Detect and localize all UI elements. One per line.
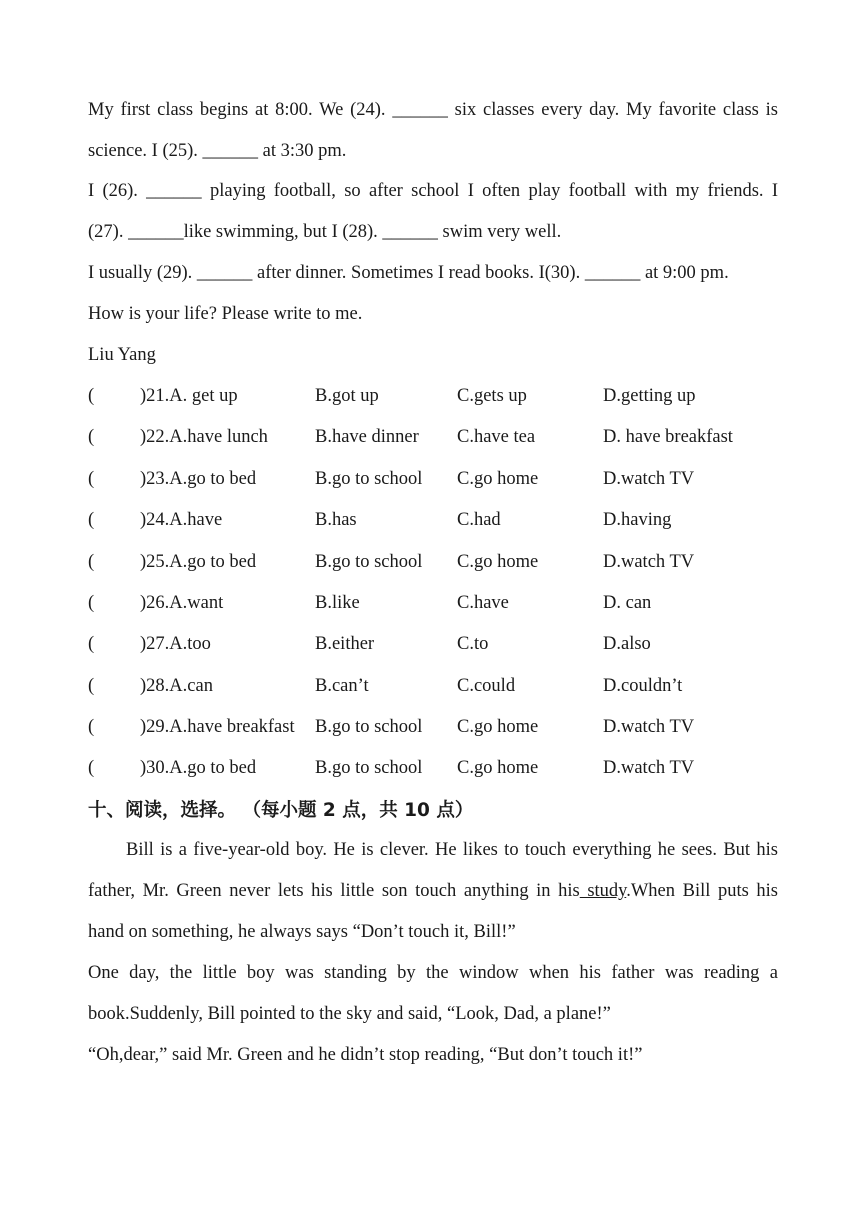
option-b: B.can’t bbox=[315, 676, 369, 696]
letter-line-2: science. I (25). ______ at 3:30 pm. bbox=[88, 141, 347, 161]
question-row bbox=[88, 427, 778, 453]
answer-bracket: ( bbox=[88, 676, 95, 696]
option-c: C.go home bbox=[457, 552, 539, 572]
option-a: )26.A.want bbox=[140, 593, 224, 613]
question-row bbox=[88, 717, 778, 743]
reading-p1-line-2 bbox=[88, 881, 778, 902]
option-a: )24.A.have bbox=[140, 510, 223, 530]
option-d: D.having bbox=[603, 510, 672, 530]
section-title: 十、阅读，选择。 bbox=[88, 800, 237, 821]
question-row bbox=[88, 676, 778, 702]
option-b: B.go to school bbox=[315, 758, 423, 778]
option-d: D. can bbox=[603, 593, 652, 613]
option-d: D.also bbox=[603, 634, 651, 654]
option-c: C.gets up bbox=[457, 386, 527, 406]
option-b: B.go to school bbox=[315, 469, 423, 489]
option-b: B.got up bbox=[315, 386, 379, 406]
underlined-word: study bbox=[579, 881, 627, 901]
answer-bracket: ( bbox=[88, 510, 95, 530]
option-c: C.go home bbox=[457, 758, 539, 778]
letter-line-6: How is your life? Please write to me. bbox=[88, 304, 363, 324]
answer-bracket: ( bbox=[88, 717, 95, 737]
option-a: )30.A.go to bed bbox=[140, 758, 257, 778]
option-d: D.couldn’t bbox=[603, 676, 683, 696]
option-c: C.go home bbox=[457, 717, 539, 737]
answer-bracket: ( bbox=[88, 469, 95, 489]
question-row bbox=[88, 593, 778, 619]
option-a: )25.A.go to bed bbox=[140, 552, 257, 572]
letter-line-4: (27). ______like swimming, but I (28). ______ swim very well. bbox=[88, 222, 562, 242]
option-b: B.go to school bbox=[315, 552, 423, 572]
question-row bbox=[88, 510, 778, 536]
question-row bbox=[88, 634, 778, 660]
option-c: C.have tea bbox=[457, 427, 536, 447]
reading-p1-line-1: Bill is a five-year-old boy. He is clever. He likes to touch everything he sees. But his bbox=[126, 840, 778, 860]
letter-line-3: I (26). ______ playing football, so after school I often play football with my friends. I bbox=[88, 181, 778, 201]
answer-bracket: ( bbox=[88, 386, 95, 406]
section-heading bbox=[88, 796, 473, 822]
letter-line-5: I usually (29). ______ after dinner. Sometimes I read books. I(30). ______ at 9:00 pm. bbox=[88, 263, 729, 283]
option-c: C.go home bbox=[457, 469, 539, 489]
answer-bracket: ( bbox=[88, 552, 95, 572]
option-b: B.like bbox=[315, 593, 360, 613]
option-c: C.have bbox=[457, 593, 509, 613]
option-b: B.has bbox=[315, 510, 357, 530]
option-a: )22.A.have lunch bbox=[140, 427, 268, 447]
option-d: D.watch TV bbox=[603, 717, 695, 737]
option-c: C.had bbox=[457, 510, 501, 530]
option-d: D.getting up bbox=[603, 386, 696, 406]
question-row bbox=[88, 552, 778, 578]
option-d: D. have breakfast bbox=[603, 427, 733, 447]
option-b: B.either bbox=[315, 634, 375, 654]
option-d: D.watch TV bbox=[603, 469, 695, 489]
reading-p3-line-1: “Oh,dear,” said Mr. Green and he didn’t stop reading, “But don’t touch it!” bbox=[88, 1045, 643, 1065]
option-a: )27.A.too bbox=[140, 634, 211, 654]
question-row bbox=[88, 758, 778, 784]
answer-bracket: ( bbox=[88, 427, 95, 447]
reading-p2-line-1: One day, the little boy was standing by the window when his father was reading a bbox=[88, 963, 778, 983]
answer-bracket: ( bbox=[88, 758, 95, 778]
option-c: C.could bbox=[457, 676, 516, 696]
option-b: B.go to school bbox=[315, 717, 423, 737]
option-a: )29.A.have breakfast bbox=[140, 717, 295, 737]
option-d: D.watch TV bbox=[603, 552, 695, 572]
question-row bbox=[88, 469, 778, 495]
answer-bracket: ( bbox=[88, 593, 95, 613]
option-a: )21.A. get up bbox=[140, 386, 238, 406]
letter-line-1: My first class begins at 8:00. We (24). ______ six classes every day. My favorite class is bbox=[88, 100, 778, 120]
question-row bbox=[88, 386, 778, 412]
option-b: B.have dinner bbox=[315, 427, 419, 447]
reading-p2-line-2: book.Suddenly, Bill pointed to the sky and said, “Look, Dad, a plane!” bbox=[88, 1004, 611, 1024]
option-a: )23.A.go to bed bbox=[140, 469, 257, 489]
option-d: D.watch TV bbox=[603, 758, 695, 778]
letter-signature: Liu Yang bbox=[88, 345, 156, 365]
reading-text: father, Mr. Green never lets his little son touch anything in his bbox=[88, 881, 580, 901]
reading-text: .When Bill puts his bbox=[626, 881, 778, 901]
option-a: )28.A.can bbox=[140, 676, 213, 696]
option-c: C.to bbox=[457, 634, 489, 654]
answer-bracket: ( bbox=[88, 634, 95, 654]
section-score-note: （每小题 2 点，共 10 点） bbox=[242, 800, 474, 821]
reading-p1-line-3: hand on something, he always says “Don’t touch it, Bill!” bbox=[88, 922, 516, 942]
